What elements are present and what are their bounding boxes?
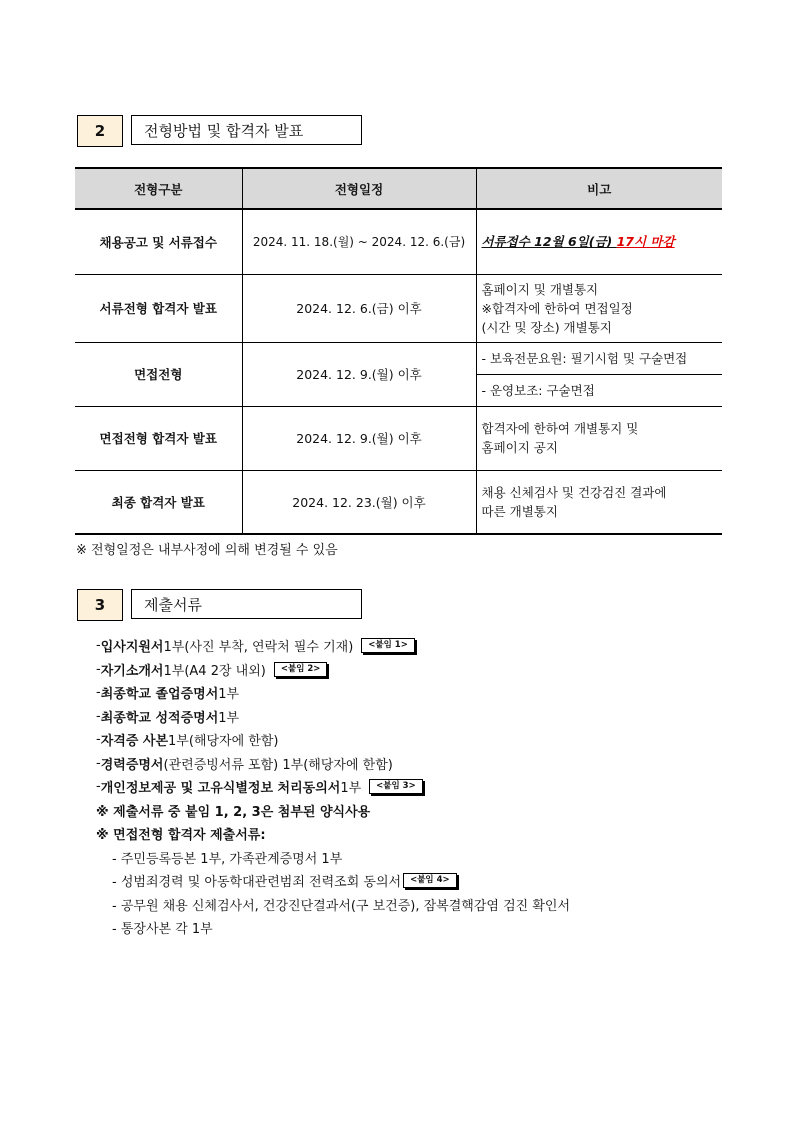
doc-detail: 1부(해당자에 한함) — [168, 734, 279, 750]
table-row — [75, 274, 722, 342]
doc-name: 자기소개서 — [100, 663, 164, 679]
date-cell: 2024. 12. 23.(월) 이후 — [242, 470, 476, 534]
list-item — [96, 681, 570, 705]
doc-detail: 1부 — [340, 781, 362, 797]
attachment-tag: <붙임 4> — [403, 873, 457, 888]
doc-name: 최종학교 성적증명서 — [100, 710, 219, 726]
section-title: 제출서류 — [131, 589, 362, 619]
stage-cell: 최종 합격자 발표 — [75, 470, 242, 534]
column-header: 전형일정 — [242, 168, 476, 209]
sub-list-item: - 통장사본 각 1부 — [112, 922, 213, 938]
list-item — [96, 658, 570, 682]
bullet-dash: - — [96, 685, 101, 701]
stage-cell: 면접전형 — [75, 342, 242, 406]
sub-item-text: - 성범죄경력 및 아동학대관련범죄 전력조회 동의서 — [112, 875, 402, 891]
table-row — [75, 209, 722, 274]
stage-cell: 면접전형 합격자 발표 — [75, 406, 242, 470]
note-line: (시간 및 장소) 개별통지 — [481, 319, 612, 335]
document-list — [96, 634, 570, 940]
sub-list-item: - 공무원 채용 신체검사서, 건강진단결과서(구 보건증), 잠복결핵감염 검진 확인서 — [112, 898, 571, 914]
doc-detail: 1부 — [218, 710, 240, 726]
bullet-dash: - — [96, 732, 101, 748]
note-text: 서류접수 12월 6일(금) — [481, 234, 617, 250]
date-cell: 2024. 11. 18.(월) ~ 2024. 12. 6.(금) — [242, 209, 476, 274]
doc-detail: 1부(사진 부착, 연락처 필수 기재) — [163, 640, 354, 656]
doc-detail: (관련증빙서류 포함) 1부(해당자에 한함) — [163, 757, 393, 773]
form-note: ※ 제출서류 중 붙임 1, 2, 3은 첨부된 양식사용 — [96, 804, 371, 820]
note-line: ※합격자에 한하여 면접일정 — [481, 300, 633, 316]
schedule-footnote: ※ 전형일정은 내부사정에 의해 변경될 수 있음 — [76, 543, 338, 558]
section-number: 3 — [77, 589, 123, 621]
list-item — [96, 634, 570, 658]
table-row — [75, 406, 722, 470]
table-header-row — [75, 168, 722, 209]
deadline-text: 17시 마감 — [616, 234, 675, 250]
date-cell: 2024. 12. 9.(월) 이후 — [242, 406, 476, 470]
note-cell — [476, 274, 722, 342]
section-2-header — [77, 115, 362, 147]
note-line: 홈페이지 공지 — [481, 440, 558, 455]
note-line: - 운영보조: 구술면접 — [476, 374, 722, 406]
note-line: 따른 개별통지 — [481, 503, 558, 519]
note-cell — [476, 406, 722, 470]
section-3-header — [77, 589, 362, 621]
list-item — [96, 728, 570, 752]
sub-list-item — [96, 869, 570, 893]
list-item — [96, 705, 570, 729]
doc-name: 개인정보제공 및 고유식별정보 처리동의서 — [100, 781, 341, 797]
section-title: 전형방법 및 합격자 발표 — [131, 115, 362, 145]
table-row — [75, 342, 722, 374]
attachment-tag: <붙임 3> — [369, 779, 423, 794]
section-number: 2 — [77, 115, 123, 147]
bullet-dash: - — [96, 638, 101, 654]
note-line: 채용 신체검사 및 건강검진 결과에 — [481, 484, 667, 500]
interview-docs-note: ※ 면접전형 합격자 제출서류: — [96, 828, 266, 844]
note-line: 홈페이지 및 개별통지 — [481, 281, 599, 297]
schedule-table — [75, 167, 722, 535]
sub-list-item: - 주민등록등본 1부, 가족관계증명서 1부 — [112, 851, 343, 867]
bullet-dash: - — [96, 755, 101, 771]
bullet-dash: - — [96, 661, 101, 677]
doc-detail: 1부 — [218, 687, 240, 703]
list-item — [96, 752, 570, 776]
doc-detail: 1부(A4 2장 내외) — [163, 663, 266, 679]
doc-name: 입사지원서 — [100, 640, 164, 656]
doc-name: 경력증명서 — [100, 757, 164, 773]
column-header: 전형구분 — [75, 168, 242, 209]
bullet-dash: - — [96, 779, 101, 795]
date-cell: 2024. 12. 9.(월) 이후 — [242, 342, 476, 406]
note-line: - 보육전문요원: 필기시험 및 구술면접 — [476, 342, 722, 374]
column-header: 비고 — [476, 168, 722, 209]
note-line: 합격자에 한하여 개별통지 및 — [481, 421, 639, 436]
bullet-dash: - — [96, 708, 101, 724]
stage-cell: 서류전형 합격자 발표 — [75, 274, 242, 342]
attachment-tag: <붙임 1> — [361, 638, 415, 653]
note-cell — [476, 209, 722, 274]
attachment-tag: <붙임 2> — [274, 662, 328, 677]
note-cell — [476, 470, 722, 534]
date-cell: 2024. 12. 6.(금) 이후 — [242, 274, 476, 342]
doc-name: 자격증 사본 — [100, 734, 169, 750]
table-row — [75, 470, 722, 534]
doc-name: 최종학교 졸업증명서 — [100, 687, 219, 703]
list-item — [96, 775, 570, 799]
stage-cell: 채용공고 및 서류접수 — [75, 209, 242, 274]
